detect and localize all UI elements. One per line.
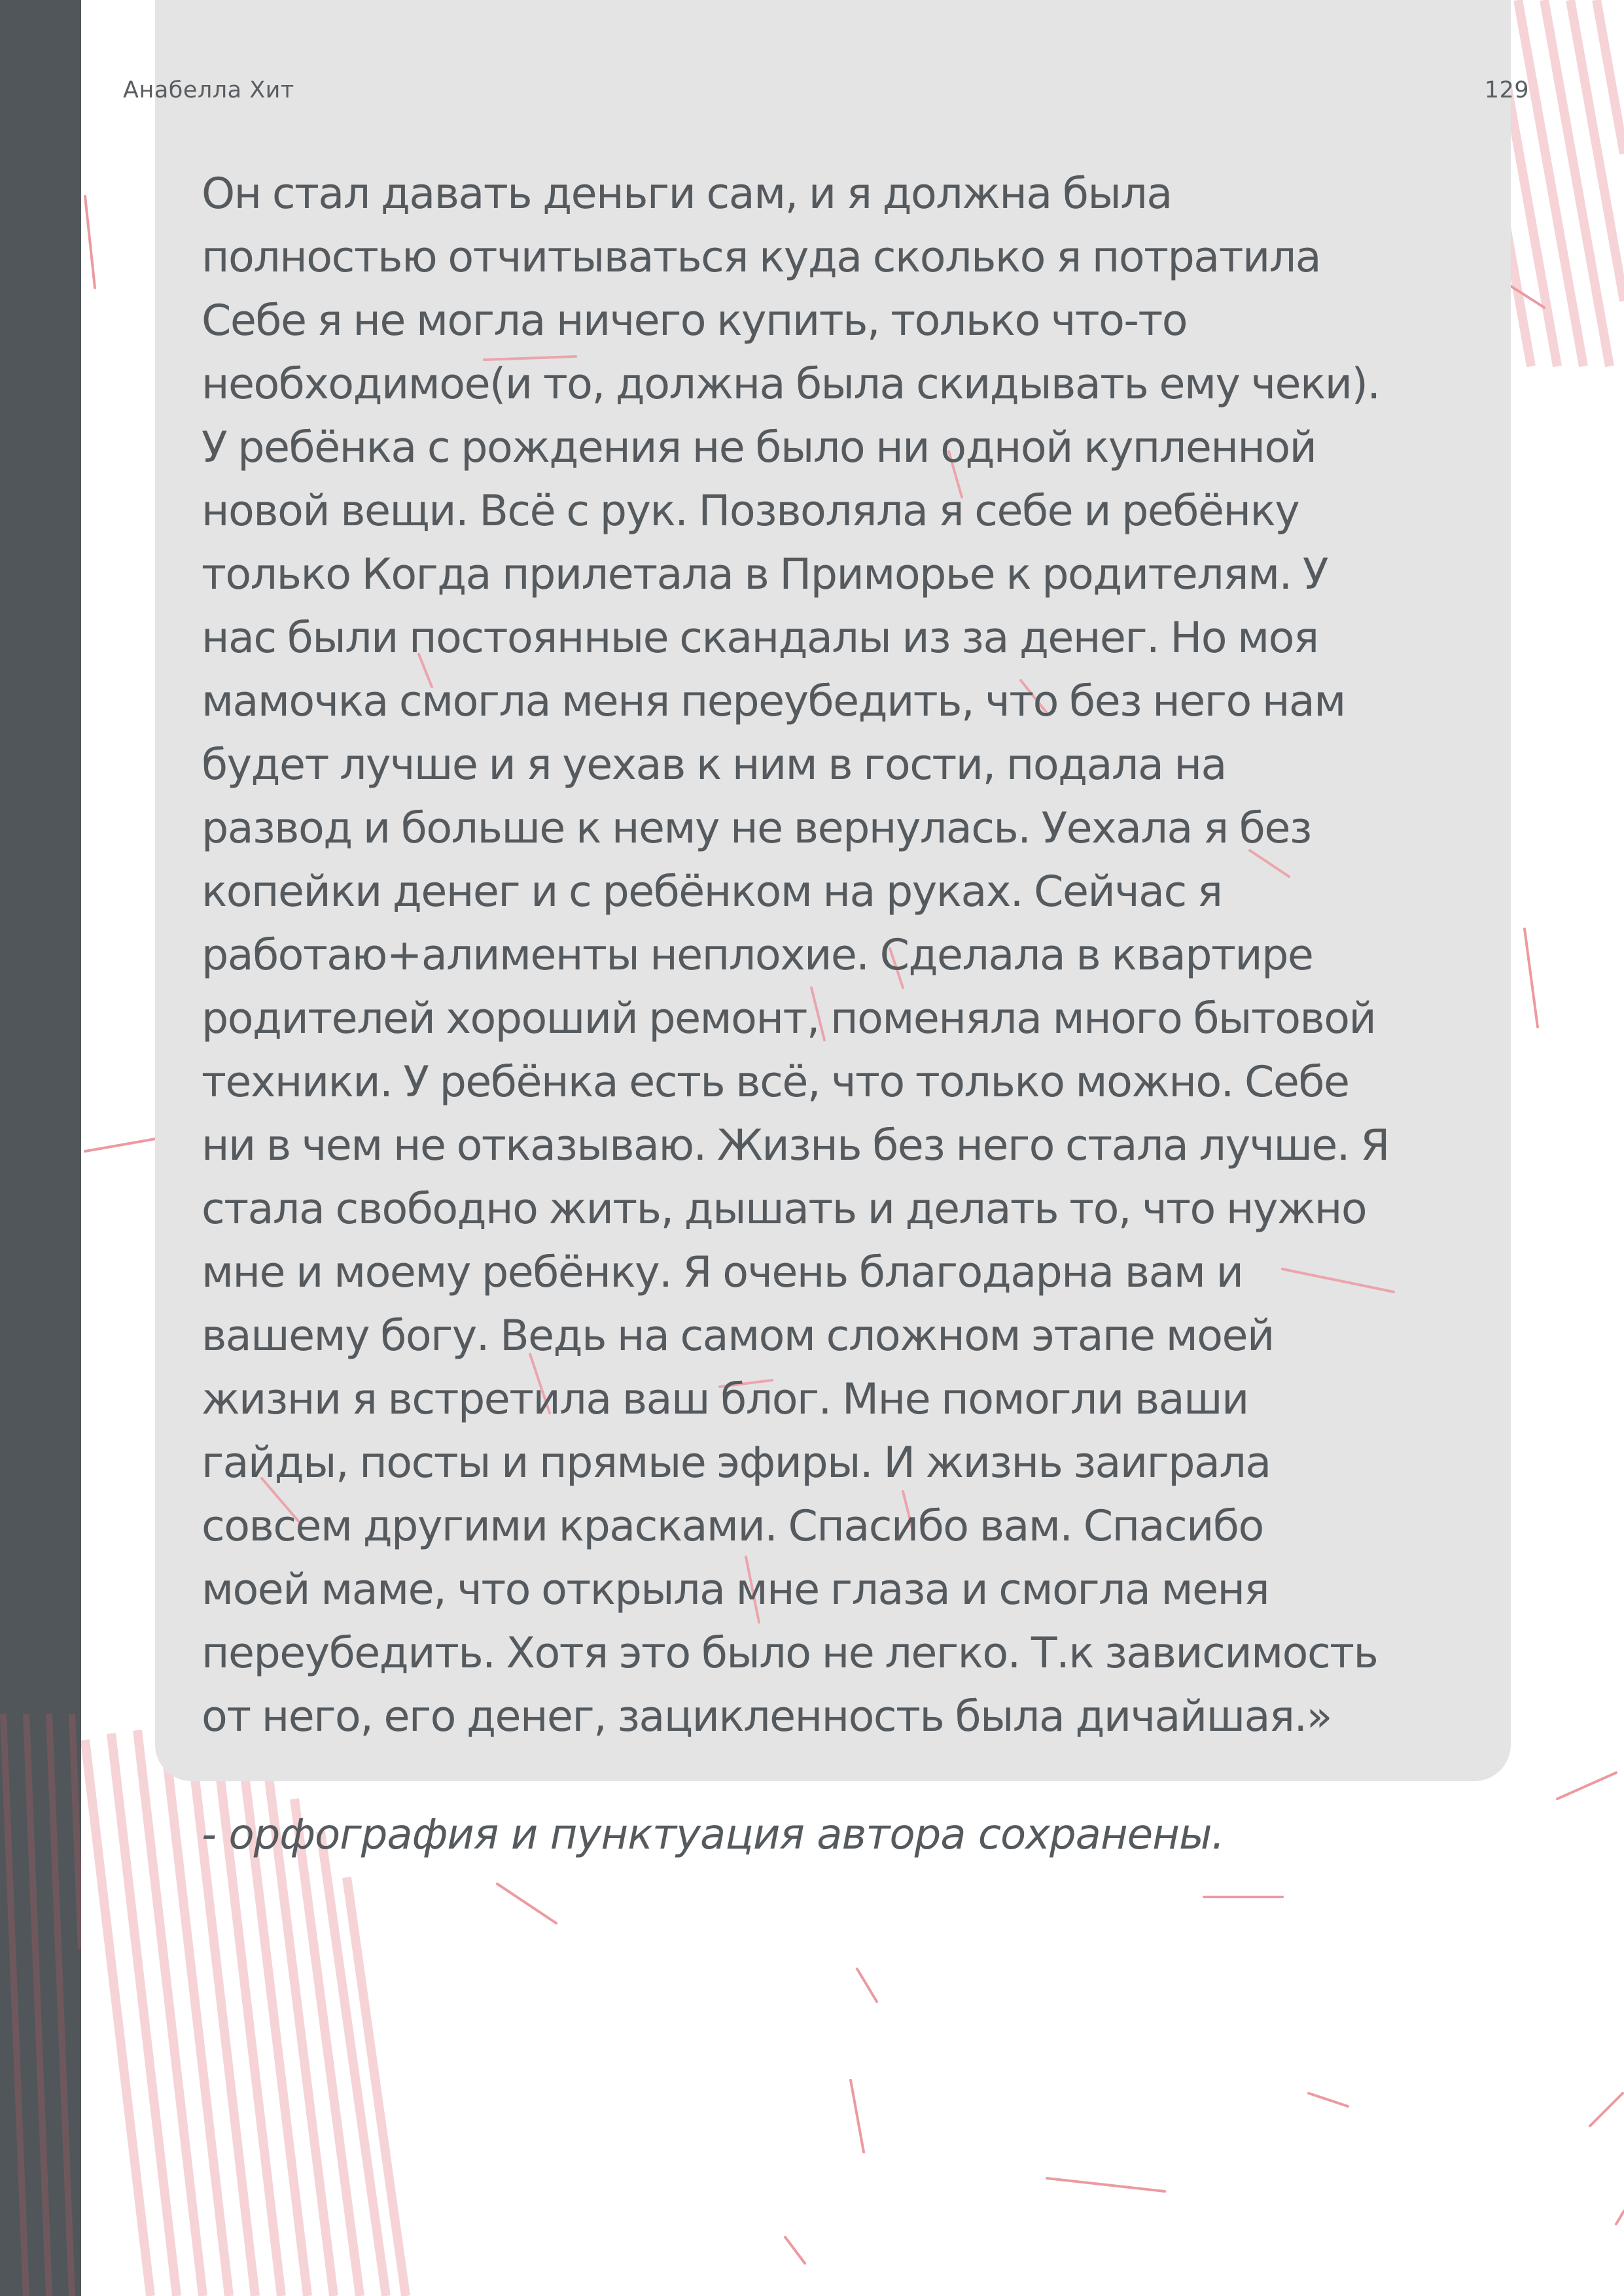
quote-line: Он стал давать деньги сам, и я должна была: [202, 169, 1172, 218]
quote-line: переубедить. Хотя это было не легко. Т.к зависимость: [202, 1629, 1378, 1678]
quote-line: необходимое(и то, должна была скидывать ему чеки).: [202, 360, 1380, 409]
quote-line: техники. У ребёнка есть всё, что только можно. Себе: [202, 1058, 1349, 1107]
quote-line: ни в чем не отказываю. Жизнь без него стала лучше. Я: [202, 1121, 1389, 1170]
quote-line: моей маме, что открыла мне глаза и смогла меня: [202, 1565, 1269, 1614]
quote-line: полностью отчитываться куда сколько я потратила: [202, 233, 1321, 282]
quote-line: стала свободно жить, дышать и делать то, что нужно: [202, 1185, 1367, 1234]
quote-line: только Когда прилетала в Приморье к родителям. У: [202, 550, 1328, 599]
sidebar-stripe-pattern: [0, 1714, 81, 2296]
quote-line: работаю+алименты неплохие. Сделала в квартире: [202, 931, 1313, 980]
quote-text: [202, 162, 1484, 1748]
author-spelling-note: - орфография и пунктуация автора сохранены.: [202, 1811, 1224, 1859]
quote-line: совсем другими красками. Спасибо вам. Спасибо: [202, 1502, 1263, 1551]
quote-line: мне и моему ребёнку. Я очень благодарна вам и: [202, 1248, 1243, 1297]
quote-line: развод и больше к нему не вернулась. Уехала я без: [202, 804, 1311, 853]
running-head-author: Анабелла Хит: [123, 77, 294, 103]
quote-line: У ребёнка с рождения не было ни одной купленной: [202, 423, 1316, 472]
quote-line: родителей хороший ремонт, поменяла много бытовой: [202, 994, 1376, 1043]
quote-line: Себе я не могла ничего купить, только что-то: [202, 296, 1187, 345]
quote-line: мамочка смогла меня переубедить, что без него нам: [202, 677, 1345, 726]
quote-line: гайды, посты и прямые эфиры. И жизнь заиграла: [202, 1438, 1271, 1487]
page-number: 129: [1484, 77, 1529, 103]
quote-line: жизни я встретила ваш блог. Мне помогли ваши: [202, 1375, 1248, 1424]
quote-line: от него, его денег, зацикленность была дичайшая.»: [202, 1692, 1332, 1741]
quote-line: вашему богу. Ведь на самом сложном этапе моей: [202, 1312, 1274, 1361]
quote-line: нас были постоянные скандалы из за денег. Но моя: [202, 614, 1318, 663]
quote-line: копейки денег и с ребёнком на руках. Сейчас я: [202, 867, 1222, 916]
quote-line: будет лучше и я уехав к ним в гости, подала на: [202, 740, 1226, 790]
quote-line: новой вещи. Всё с рук. Позволяла я себе и ребёнку: [202, 487, 1299, 536]
